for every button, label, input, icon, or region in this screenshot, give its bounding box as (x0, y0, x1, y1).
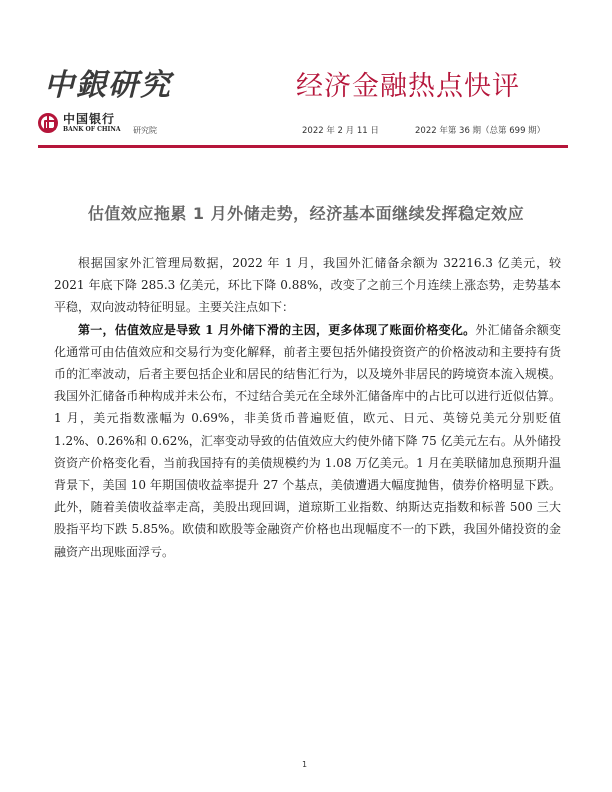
paragraph-point-one (54, 319, 561, 563)
header-divider (38, 145, 568, 148)
paragraph-text: 外汇储备余额变化通常可由估值效应和交易行为变化解释，前者主要包括外储投资资产的价格波动和主要持有货币的汇率波动，后者主要包括企业和居民的结售汇行为，以及境外非居民的跨境资本流入规模。我国外汇储备币种构成并未公布，不过结合美元在全球外汇储备库中的占比可以进行近似估算。1 月，美元指数涨幅为 0.69%，非美货币普遍贬值，欧元、日元、英镑兑美元分别贬值 1.2%、0.26%和 0.62%，汇率变动导致的估值效应大约使外储下降 75 亿美元左右。从外储投资资产价格变化看，当前我国持有的美债规模约为 1.08 万亿美元。1 月在美联储加息预期升温背景下，美国 10 年期国债收益率提升 27 个基点，美债遭遇大幅度抛售，债券价格明显下跌。此外，随着美债收益率走高，美股出现回调，道琼斯工业指数、纳斯达克指数和标普 500 三大股指平均下跌 5.85%。欧债和欧股等金融资产价格也出现幅度不一的下跌，我国外储投资的金融资产出现账面浮亏。 (54, 322, 561, 559)
document-title: 估值效应拖累 1 月外储走势，经济基本面继续发挥稳定效应 (87, 204, 525, 223)
calligraphy-logo: 中銀研究 (44, 68, 172, 103)
bank-of-china-emblem-icon (38, 113, 58, 133)
paragraph-lead: 第一，估值效应是导致 1 月外储下滑的主因，更多体现了账面价格变化。 (78, 322, 476, 337)
page-number: 1 (302, 760, 308, 769)
paragraph-intro (54, 252, 561, 319)
bank-name-cn: 中国银行 (63, 112, 116, 126)
publication-date: 2022 年 2 月 11 日 (302, 126, 379, 136)
document-body (54, 252, 561, 563)
paragraph-text: 根据国家外汇管理局数据，2022 年 1 月，我国外汇储备余额为 32216.3 亿美元，较 2021 年底下降 285.3 亿美元，环比下降 0.88%，改变了之前三个月连续上涨态势，走势基本平稳，双向波动特征明显。主要关注点如下： (54, 256, 561, 315)
bank-of-china-logo (38, 113, 120, 133)
issue-number: 2022 年第 36 期（总第 699 期） (415, 126, 546, 136)
bank-name-en: BANK OF CHINA (63, 126, 121, 133)
publication-title: 经济金融热点快评 (296, 71, 520, 102)
institute-label: 研究院 (133, 126, 157, 135)
